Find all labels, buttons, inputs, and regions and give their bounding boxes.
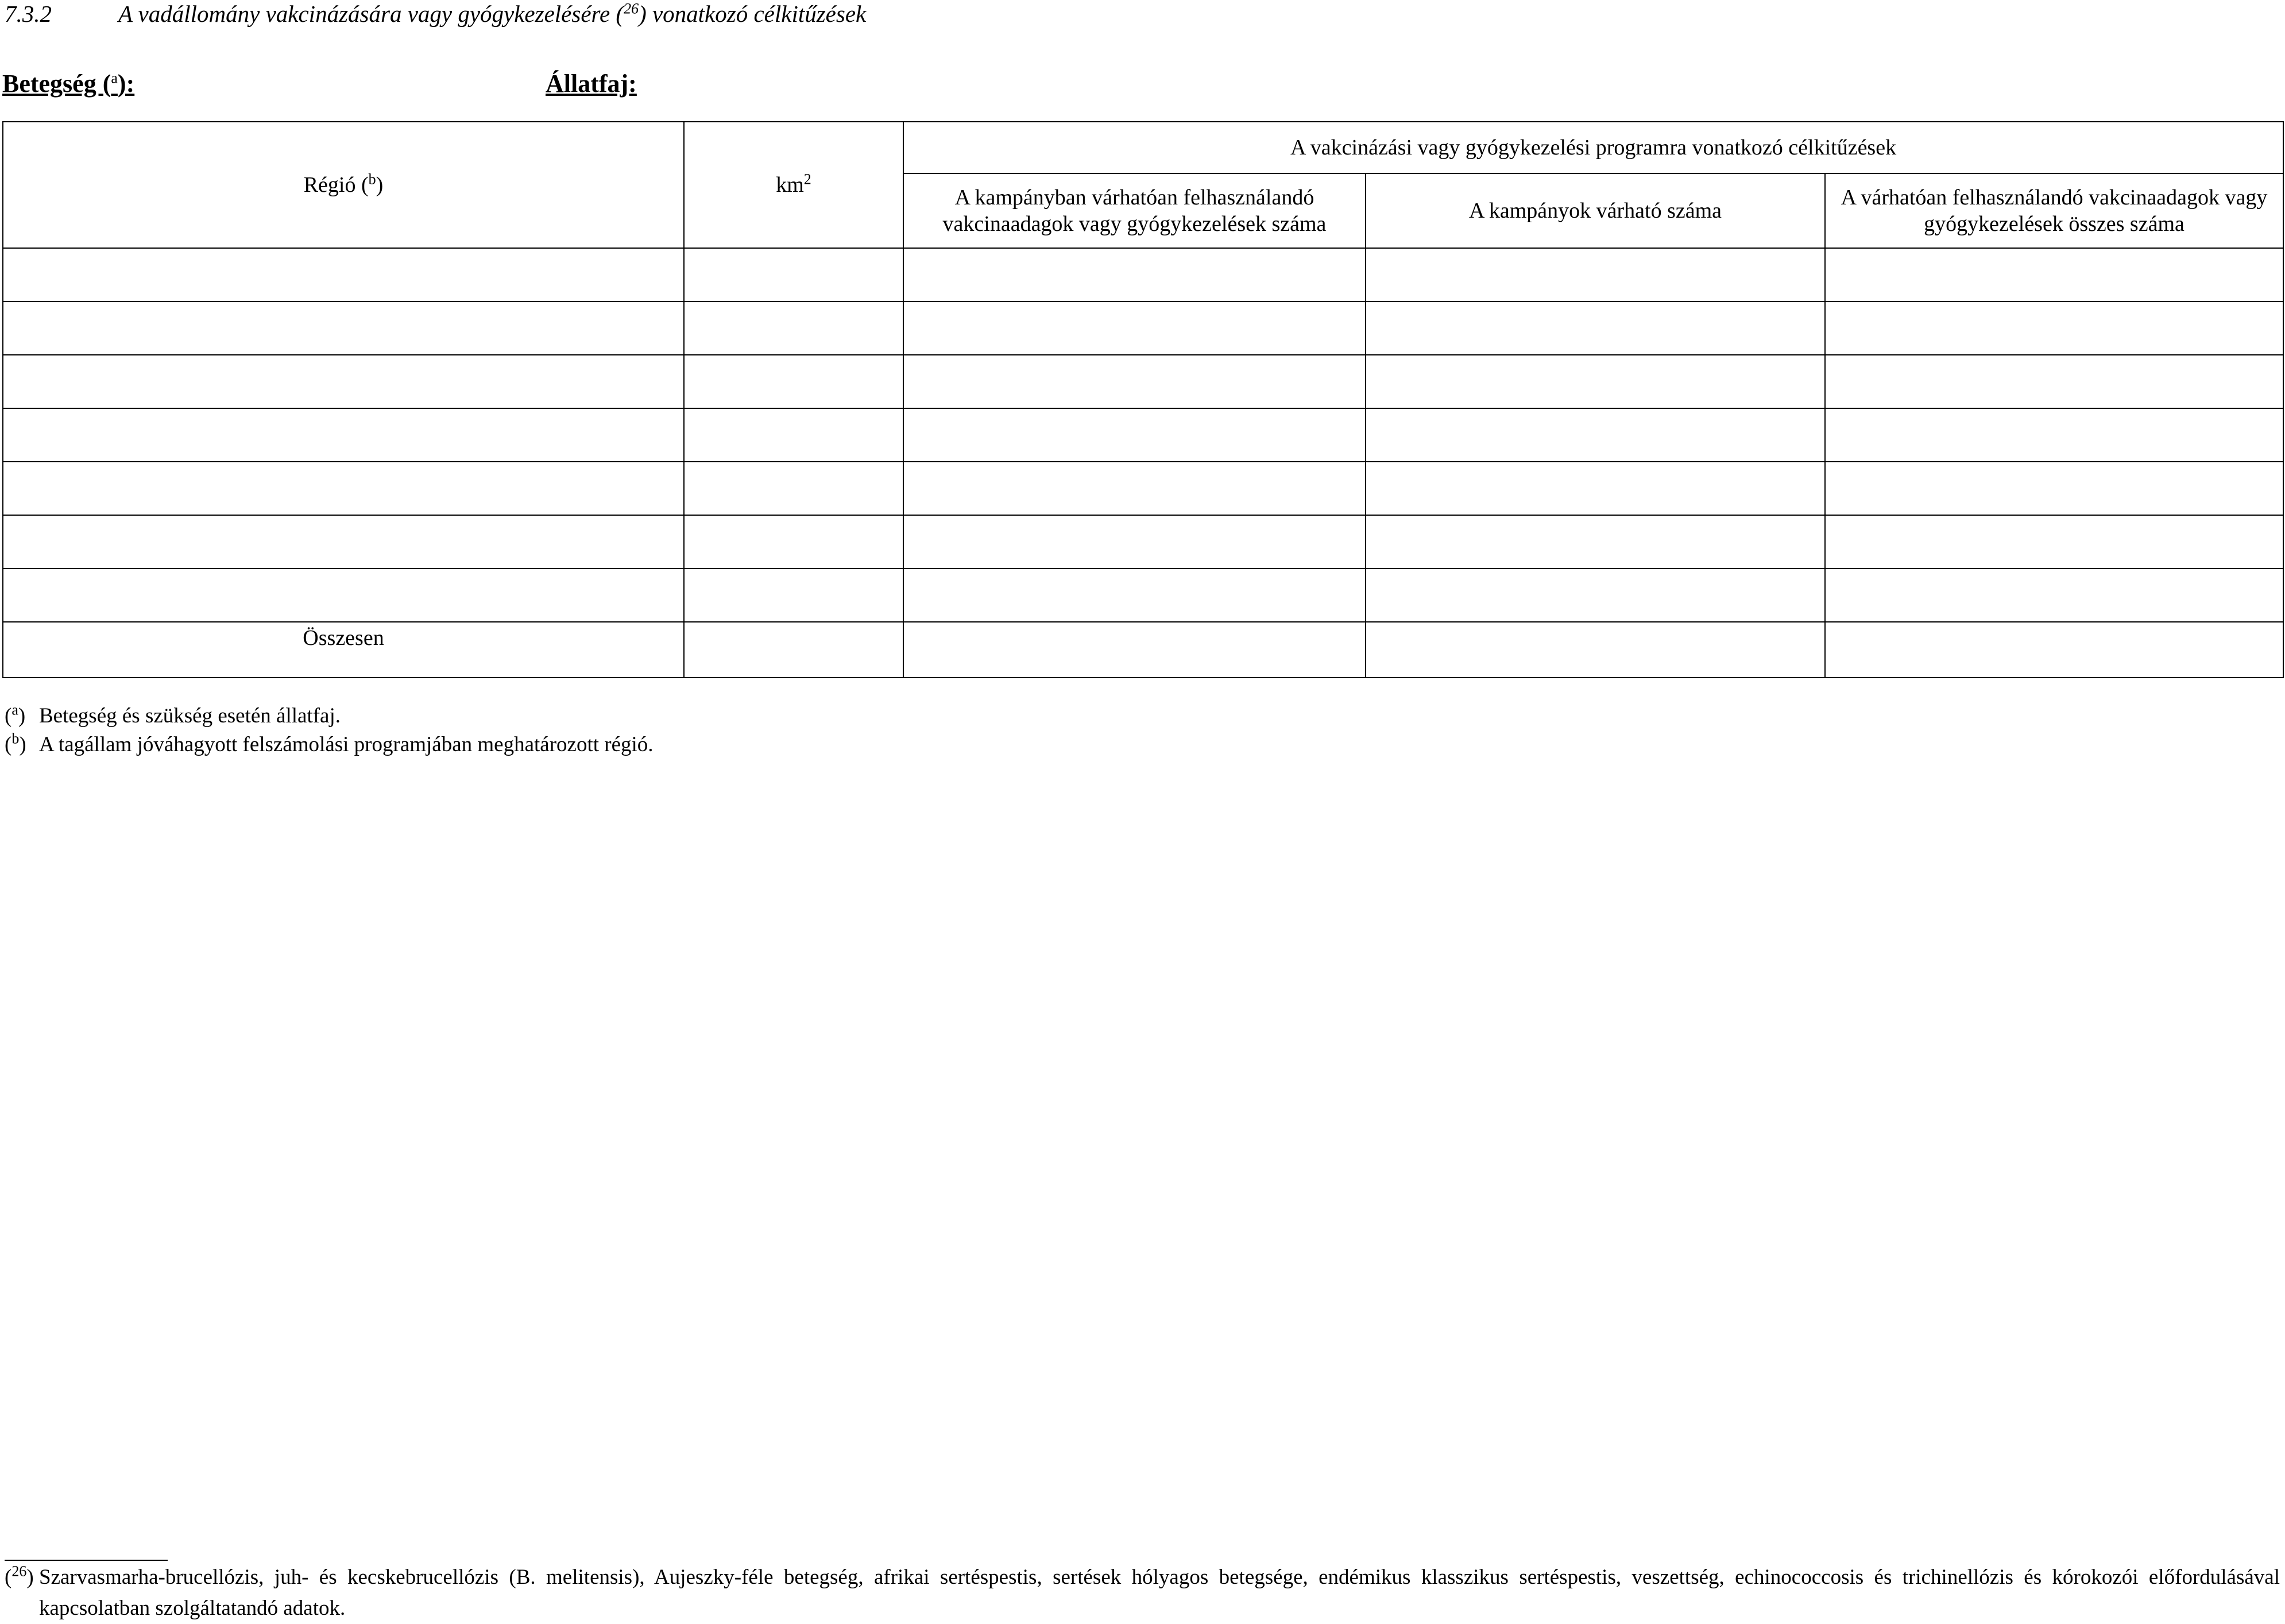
table-cell[interactable] [684,355,903,408]
table-cell[interactable] [903,301,1366,355]
total-label: Összesen [3,622,684,678]
page-footnote-26: ($^{26}$) Szarvasmarha-brucellózis, juh- és kecskebrucellózis (B. melitensis), Aujeszky-féle betegség, afrikai sertéspestis, sertések hólyagos betegsége, endémikus klasszikus sertéspestis, veszettség, echinococcosis és trichinellózis és kórokozói előfordulásával kapcsolatban szolgáltatandó adatok. [5,1563,2280,1620]
table-row [3,569,2283,622]
species-label: Állatfaj: [546,69,637,98]
table-cell[interactable] [903,569,1366,622]
table-row [3,408,2283,462]
table-header-row [3,122,2283,173]
table-cell[interactable] [903,355,1366,408]
table-cell[interactable] [1366,355,1825,408]
col-header-doses-per-campaign: A kampányban várhatóan felhasználandó vakcinaadagok vagy gyógykezelések száma [903,173,1366,248]
table-cell[interactable] [1366,569,1825,622]
section-heading [5,0,866,28]
table-row [3,248,2283,301]
table-cell[interactable] [3,569,684,622]
objectives-table [2,121,2284,678]
section-number: 7.3.2 [5,1,52,27]
table-cell[interactable] [3,515,684,569]
table-cell[interactable] [684,462,903,515]
col-header-area: $km^2$ [684,122,903,248]
section-title: A vadállomány vakcinázására vagy gyógykezelésére ($^{26}$) vonatkozó célkitűzések [118,0,867,27]
table-cell[interactable] [684,408,903,462]
footnote-ref-a: a [111,69,118,87]
table-cell[interactable] [1825,408,2283,462]
table-cell[interactable] [903,248,1366,301]
footnote-a: ($^a$) Betegség és szükség esetén állatfaj. [5,701,341,728]
table-cell[interactable] [3,408,684,462]
table-cell[interactable] [3,301,684,355]
col-header-total-doses: A várhatóan felhasználandó vakcinaadagok vagy gyógykezelések összes száma [1825,173,2283,248]
table-cell[interactable] [684,569,903,622]
table-cell[interactable] [1825,462,2283,515]
table-cell[interactable] [1825,248,2283,301]
table-row [3,355,2283,408]
table-cell[interactable] [1366,622,1825,678]
table-total-row [3,622,2283,678]
table-cell[interactable] [1366,301,1825,355]
table-cell[interactable] [3,462,684,515]
table-cell[interactable] [1825,301,2283,355]
table-cell[interactable] [1366,462,1825,515]
table-cell[interactable] [1825,622,2283,678]
table-cell[interactable] [684,515,903,569]
table-row [3,301,2283,355]
col-header-region: Régió ($^b$) [3,122,684,248]
table-cell[interactable] [684,301,903,355]
table-cell[interactable] [3,355,684,408]
table-cell[interactable] [1825,515,2283,569]
table-row [3,515,2283,569]
table-cell[interactable] [684,248,903,301]
table-cell[interactable] [1825,355,2283,408]
footnote-ref-26: 26 [624,0,639,17]
table-cell[interactable] [903,622,1366,678]
table-cell[interactable] [903,515,1366,569]
footnote-b: ($^b$) A tagállam jóváhagyott felszámolási programjában meghatározott régió. [5,730,654,756]
table-cell[interactable] [1366,515,1825,569]
table-cell[interactable] [1366,248,1825,301]
table-cell[interactable] [1366,408,1825,462]
table-cell[interactable] [684,622,903,678]
disease-label: Betegség ($^a$): [2,69,135,98]
col-header-campaign-count: A kampányok várható száma [1366,173,1825,248]
table-row [3,462,2283,515]
table-cell[interactable] [1825,569,2283,622]
footnote-separator [5,1560,168,1561]
group-header-objectives: A vakcinázási vagy gyógykezelési programra vonatkozó célkitűzések [903,122,2283,173]
table-cell[interactable] [3,248,684,301]
table-cell[interactable] [903,462,1366,515]
table-cell[interactable] [903,408,1366,462]
